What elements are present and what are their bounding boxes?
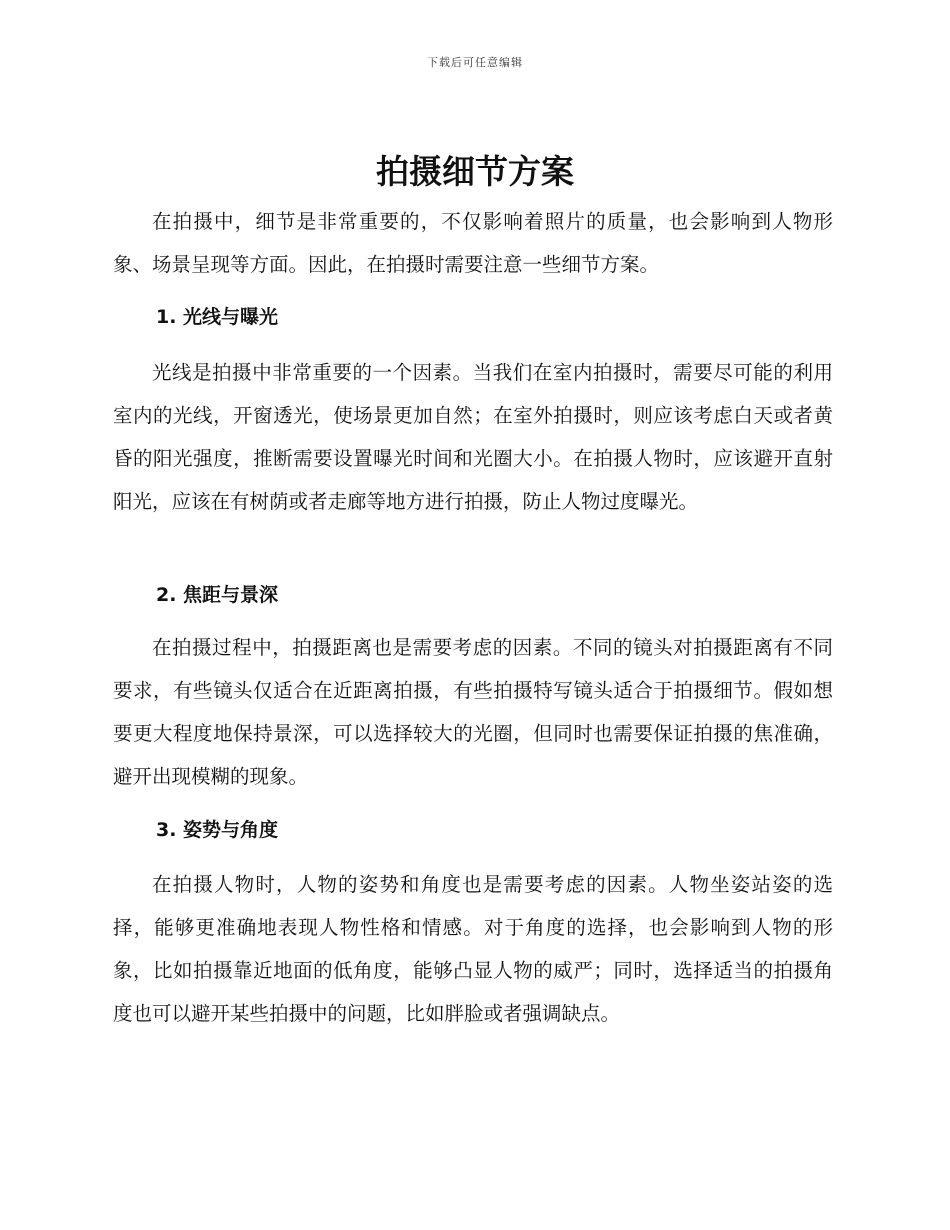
section-heading-pose: 3. 姿势与角度 [156,819,279,841]
section-paragraph-pose: 在拍摄人物时，人物的姿势和角度也是需要考虑的因素。人物坐姿站姿的选择，能够更准确地表现人物性格和情感。对于角度的选择，也会影响到人物的形象，比如拍摄靠近地面的低角度，能够凸显人物的威严；同时，选择适当的拍摄角度也可以避开某些拍摄中的问题，比如胖脸或者强调缺点。 [113,873,833,1025]
section-paragraph-lighting: 光线是拍摄中非常重要的一个因素。当我们在室内拍摄时，需要尽可能的利用室内的光线，开窗透光，使场景更加自然；在室外拍摄时，则应该考虑白天或者黄昏的阳光强度，推断需要设置曝光时间和光圈大小。在拍摄人物时，应该避开直射阳光，应该在有树荫或者走廊等地方进行拍摄，防止人物过度曝光。 [113,361,833,513]
section-heading-lighting: 1. 光线与曝光 [156,306,279,328]
header-note: 下载后可任意编辑 [427,56,523,69]
section-paragraph-focus: 在拍摄过程中，拍摄距离也是需要考虑的因素。不同的镜头对拍摄距离有不同要求，有些镜头仅适合在近距离拍摄，有些拍摄特写镜头适合于拍摄细节。假如想要更大程度地保持景深，可以选择较大的光圈，但同时也需要保证拍摄的焦准确，避开出现模糊的现象。 [113,636,833,788]
page-title: 拍摄细节方案 [376,152,574,191]
section-heading-focus: 2. 焦距与景深 [156,584,279,606]
intro-paragraph: 在拍摄中，细节是非常重要的，不仅影响着照片的质量，也会影响到人物形象、场景呈现等方面。因此，在拍摄时需要注意一些细节方案。 [113,210,833,276]
